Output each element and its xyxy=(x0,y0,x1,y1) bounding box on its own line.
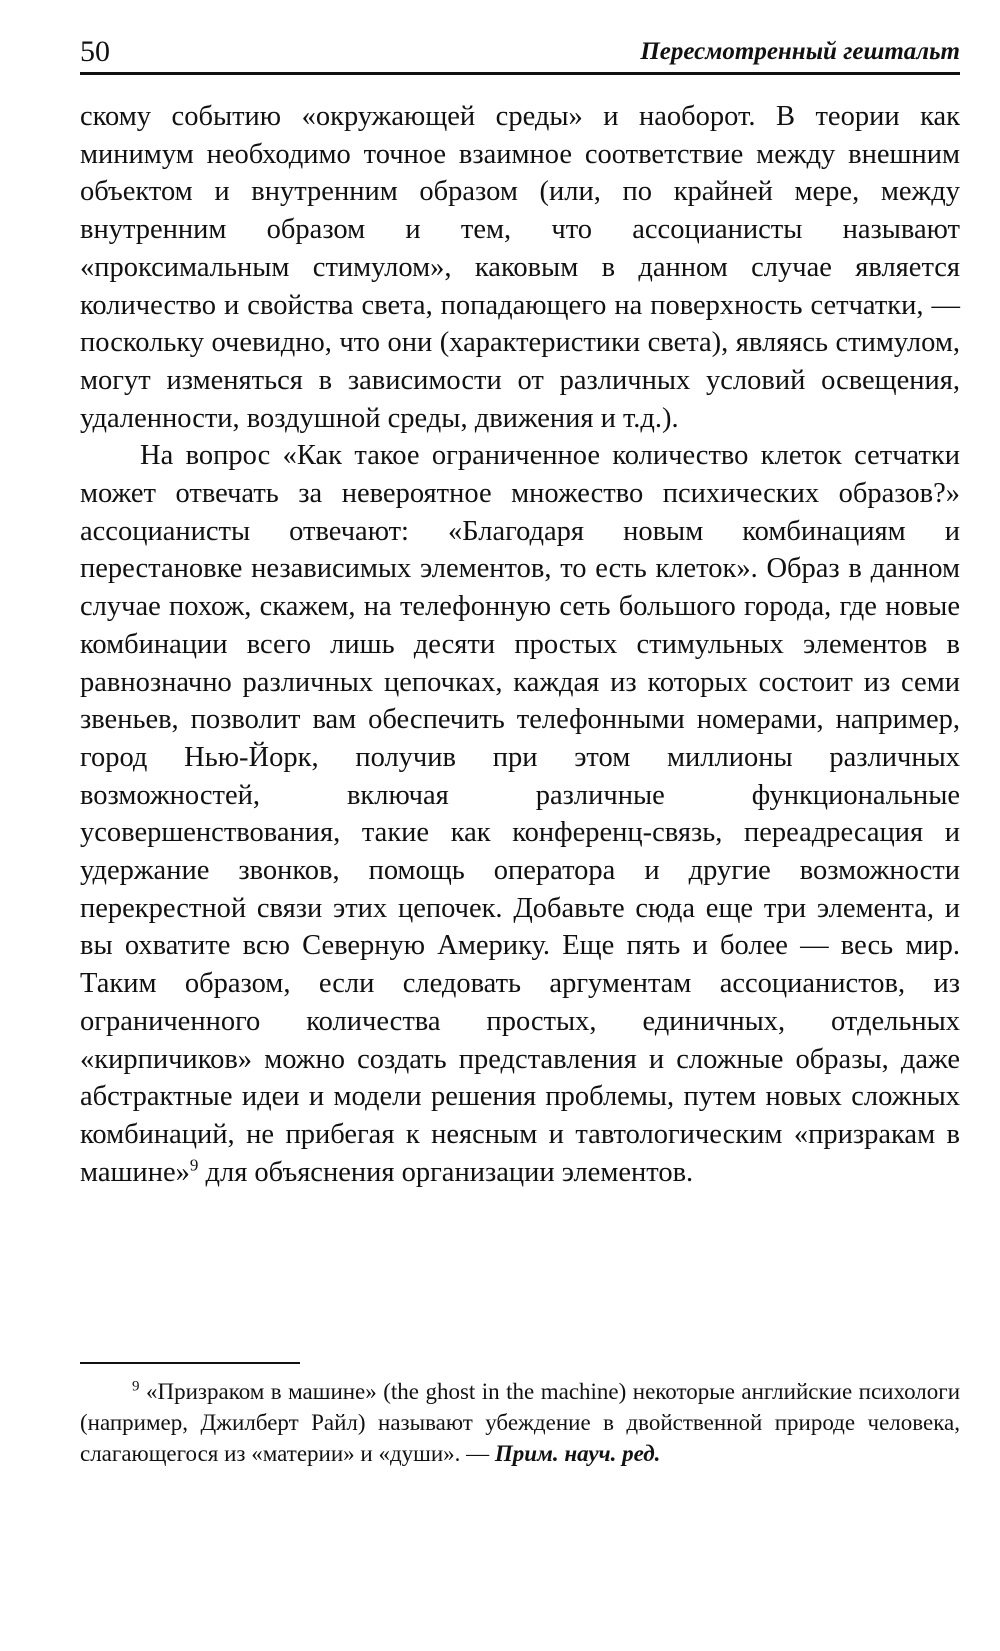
page-number: 50 xyxy=(80,35,110,68)
paragraph-2-end: для объяснения организации элементов. xyxy=(198,1156,694,1188)
footnote-divider xyxy=(80,1362,300,1364)
footnote-text: «Призраком в машине» (the ghost in the machine) некоторые английские психологи (например, Джилберт Райл) называют убеждение в двойственной природе человека, слагающегося из «материи» и «души». — xyxy=(80,1379,960,1466)
footnote-editor-note: Прим. науч. ред. xyxy=(494,1441,661,1466)
paragraph-1: скому событию «окружающей среды» и наоборот. В теории как минимум необходимо точное взаимное соответствие между внешним объектом и внутренним образом (или, по крайней мере, между внутренним образом и тем, что ассоцианисты называют «проксимальным стимулом», каковым в данном случае является количество и свойства света, попадающего на поверхность сетчатки, — поскольку очевидно, что они (характеристики света), являясь стимулом, могут изменяться в зависимости от различных условий освещения, удаленности, воздушной среды, движения и т.д.). xyxy=(80,101,960,434)
header-divider xyxy=(80,72,960,75)
paragraph-2-text: На вопрос «Как такое ограниченное количество клеток сетчатки может отвечать за невероятное множество психических образов?» ассоцианисты отвечают: «Благодаря новым комбинациям и перестановке независимых элементов, то есть клеток». Образ в данном случае похож, скажем, на телефонную сеть большого города, где новые комбинации всего лишь десяти простых стимульных элементов в равнозначно различных цепочках, каждая из которых состоит из семи звеньев, позволит вам обеспечить телефонными номерами, например, город Нью-Йорк, получив при этом миллионы различных возможностей, включая различные функциональные усовершенствования, такие как конференц-связь, переадресация и удержание звонков, помощь оператора и другие возможности перекрестной связи этих цепочек. Добавьте сюда еще три элемента, и вы охватите всю Северную Америку. Еще пять и более — весь мир. Таким образом, если следовать аргументам ассоцианистов, из ограниченного количества простых, единичных, отдельных «кирпичиков» можно создать представления и сложные образы, даже абстрактные идеи и модели решения проблемы, путем новых сложных комбинаций, не прибегая к неясным и тавтологическим «призракам в машине» xyxy=(80,440,960,1188)
running-title: Пересмотренный гештальт xyxy=(640,38,960,65)
paragraph-2 xyxy=(80,437,960,1191)
main-text xyxy=(80,98,960,1191)
footnote xyxy=(80,1376,960,1469)
footnote-reference: 9 xyxy=(189,1155,199,1175)
page-header xyxy=(80,28,960,72)
footnote-number: 9 xyxy=(132,1378,140,1395)
